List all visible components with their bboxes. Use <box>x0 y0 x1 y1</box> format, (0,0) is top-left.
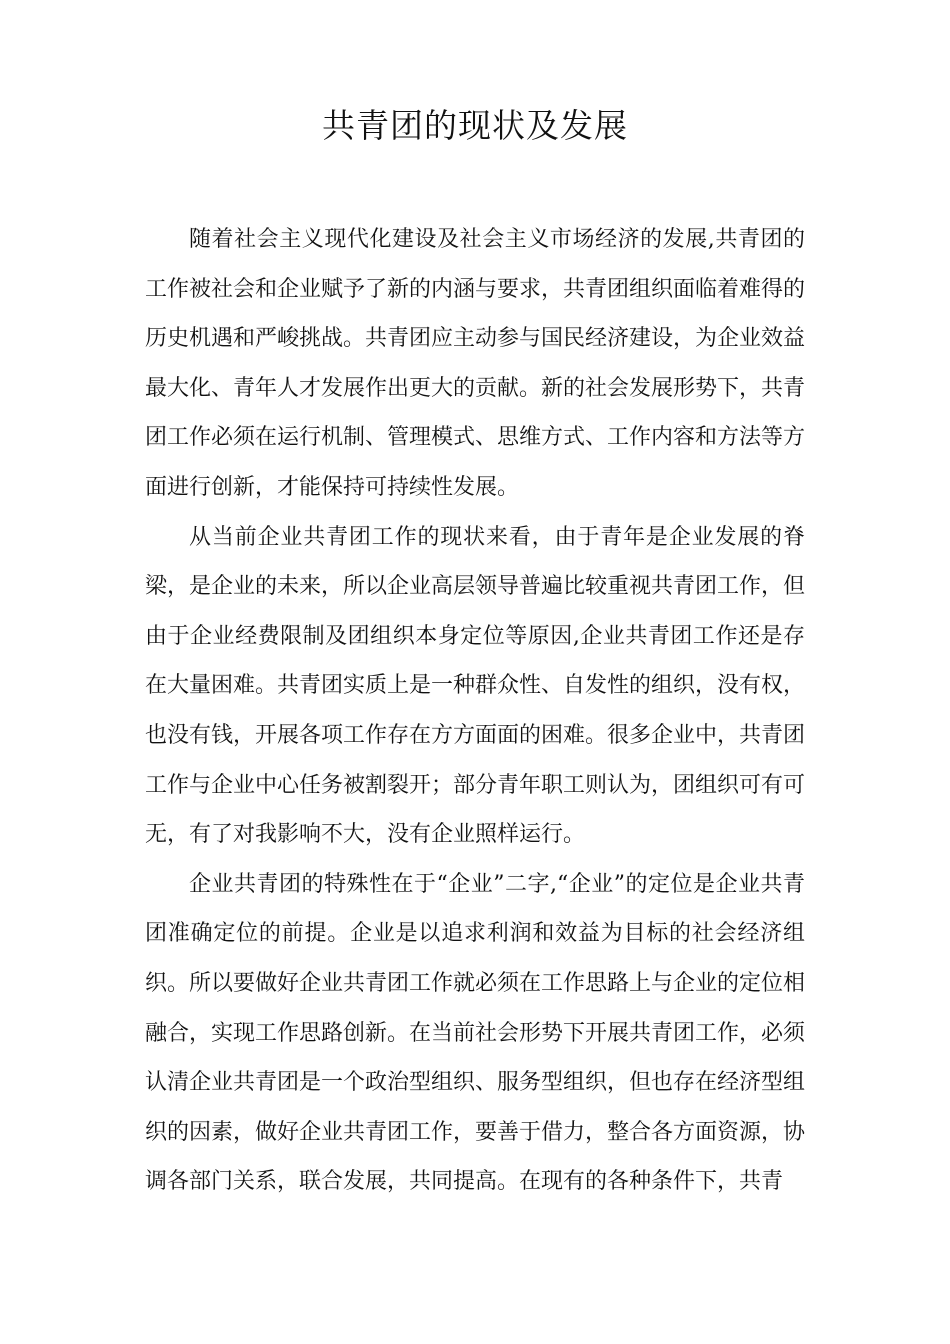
paragraph-1: 随着社会主义现代化建设及社会主义市场经济的发展,共青团的工作被社会和企业赋予了新的内涵与要求，共青团组织面临着难得的历史机遇和严峻挑战。共青团应主动参与国民经济建设，为企业效益最大化、青年人才发展作出更大的贡献。新的社会发展形势下，共青团工作必须在运行机制、管理模式、思维方式、工作内容和方法等方面进行创新，才能保持可持续性发展。 <box>145 227 806 500</box>
paragraph-3: 企业共青团的特殊性在于“企业”二字,“企业”的定位是企业共青团准确定位的前提。企业是以追求利润和效益为目标的社会经济组织。所以要做好企业共青团工作就必须在工作思路上与企业的定位相融合，实现工作思路创新。在当前社会形势下开展共青团工作，必须认清企业共青团是一个政治型组织、服务型组织，但也存在经济型组织的因素，做好企业共青团工作，要善于借力，整合各方面资源，协调各部门关系，联合发展，共同提高。在现有的各种条件下，共青 <box>145 871 806 1195</box>
document-title: 共青团的现状及发展 <box>322 106 628 145</box>
paragraph-2: 从当前企业共青团工作的现状来看，由于青年是企业发展的脊梁，是企业的未来，所以企业高层领导普遍比较重视共青团工作，但由于企业经费限制及团组织本身定位等原因,企业共青团工作还是存在大量困难。共青团实质上是一种群众性、自发性的组织，没有权，也没有钱，开展各项工作存在方方面面的困难。很多企业中，共青团工作与企业中心任务被割裂开；部分青年职工则认为，团组织可有可无，有了对我影响不大，没有企业照样运行。 <box>145 524 806 848</box>
document-body <box>145 215 805 1207</box>
